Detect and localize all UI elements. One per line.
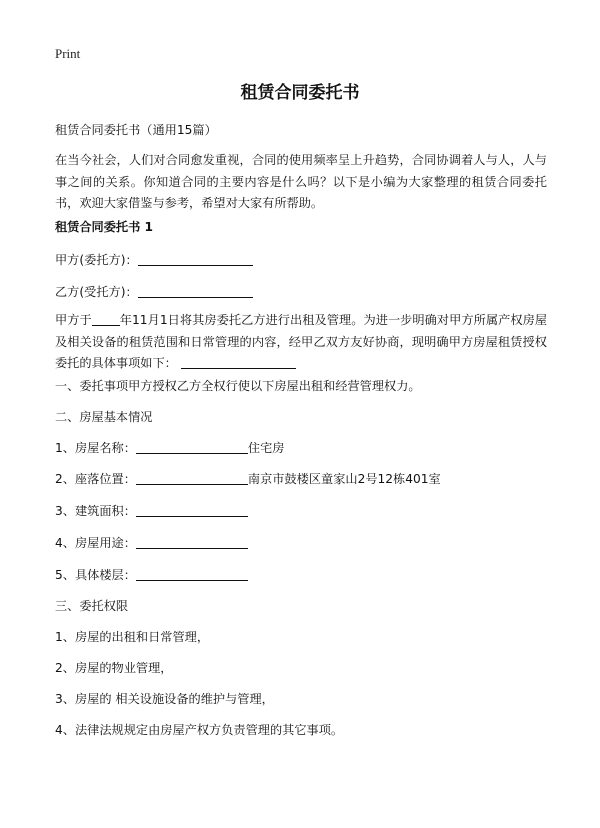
power-item: 1、房屋的出租和日常管理， xyxy=(55,630,210,644)
house-floor-blank xyxy=(136,566,248,581)
party-a-label: 甲方(委托方)： xyxy=(55,253,138,267)
house-use-row xyxy=(55,533,555,554)
power-item: 3、房屋的 相关设施设备的维护与管理， xyxy=(55,692,274,706)
house-floor-label: 5、具体楼层： xyxy=(55,568,136,582)
house-name-label: 1、房屋名称： xyxy=(55,441,136,455)
item-1: 一、委托事项甲方授权乙方全权行使以下房屋出租和经营管理权力。 xyxy=(55,379,421,393)
house-location-value: 南京市鼓楼区童家山2号12栋401室 xyxy=(247,472,441,486)
party-b-label: 乙方(受托方)： xyxy=(55,285,138,299)
party-b-blank xyxy=(138,283,253,298)
print-link[interactable]: Print xyxy=(55,46,81,61)
party-a-row xyxy=(55,250,555,271)
house-location-blank xyxy=(136,470,248,485)
house-location-label: 2、座落位置： xyxy=(55,472,136,486)
item-2: 二、房屋基本情况 xyxy=(55,410,153,424)
house-name-row xyxy=(55,438,555,459)
agreement-text-start: 甲方于 xyxy=(55,313,92,327)
party-b-row xyxy=(55,282,555,303)
house-area-label: 3、建筑面积： xyxy=(55,504,136,518)
intro-paragraph: 在当今社会，人们对合同愈发重视，合同的使用频率呈上升趋势，合同协调着人与人，人与事之间的关系。你知道合同的主要内容是什么吗？以下是小编为大家整理的租赁合同委托书，欢迎大家借鉴与参考，希望对大家有所帮助。 xyxy=(55,153,547,210)
house-area-blank xyxy=(136,502,248,517)
section-heading: 租赁合同委托书 1 xyxy=(55,220,154,234)
house-floor-row xyxy=(55,565,555,586)
house-area-row xyxy=(55,501,555,522)
house-use-blank xyxy=(136,534,248,549)
house-use-label: 4、房屋用途： xyxy=(55,536,136,550)
agreement-blank xyxy=(181,354,296,369)
party-a-blank xyxy=(138,251,253,266)
power-item: 4、法律法规规定由房屋产权方负责管理的其它事项。 xyxy=(55,723,344,737)
house-name-value: 住宅房 xyxy=(247,441,285,455)
document-title: 租赁合同委托书 xyxy=(240,83,360,103)
power-item: 2、房屋的物业管理， xyxy=(55,661,173,675)
house-name-blank xyxy=(136,439,248,454)
agreement-text-rest: 年11月1日将其房委托乙方进行出租及管理。为进一步明确对甲方所属产权房屋及相关设备的租赁范围和日常管理的内容，经甲乙双方友好协商，现明确甲方房屋租赁授权委托的具体事项如下： xyxy=(55,313,548,370)
item-3: 三、委托权限 xyxy=(55,599,129,613)
agreement-paragraph xyxy=(55,310,547,375)
house-location-row xyxy=(55,469,555,490)
document-subtitle: 租赁合同委托书（通用15篇） xyxy=(55,123,217,137)
year-blank xyxy=(92,311,120,326)
